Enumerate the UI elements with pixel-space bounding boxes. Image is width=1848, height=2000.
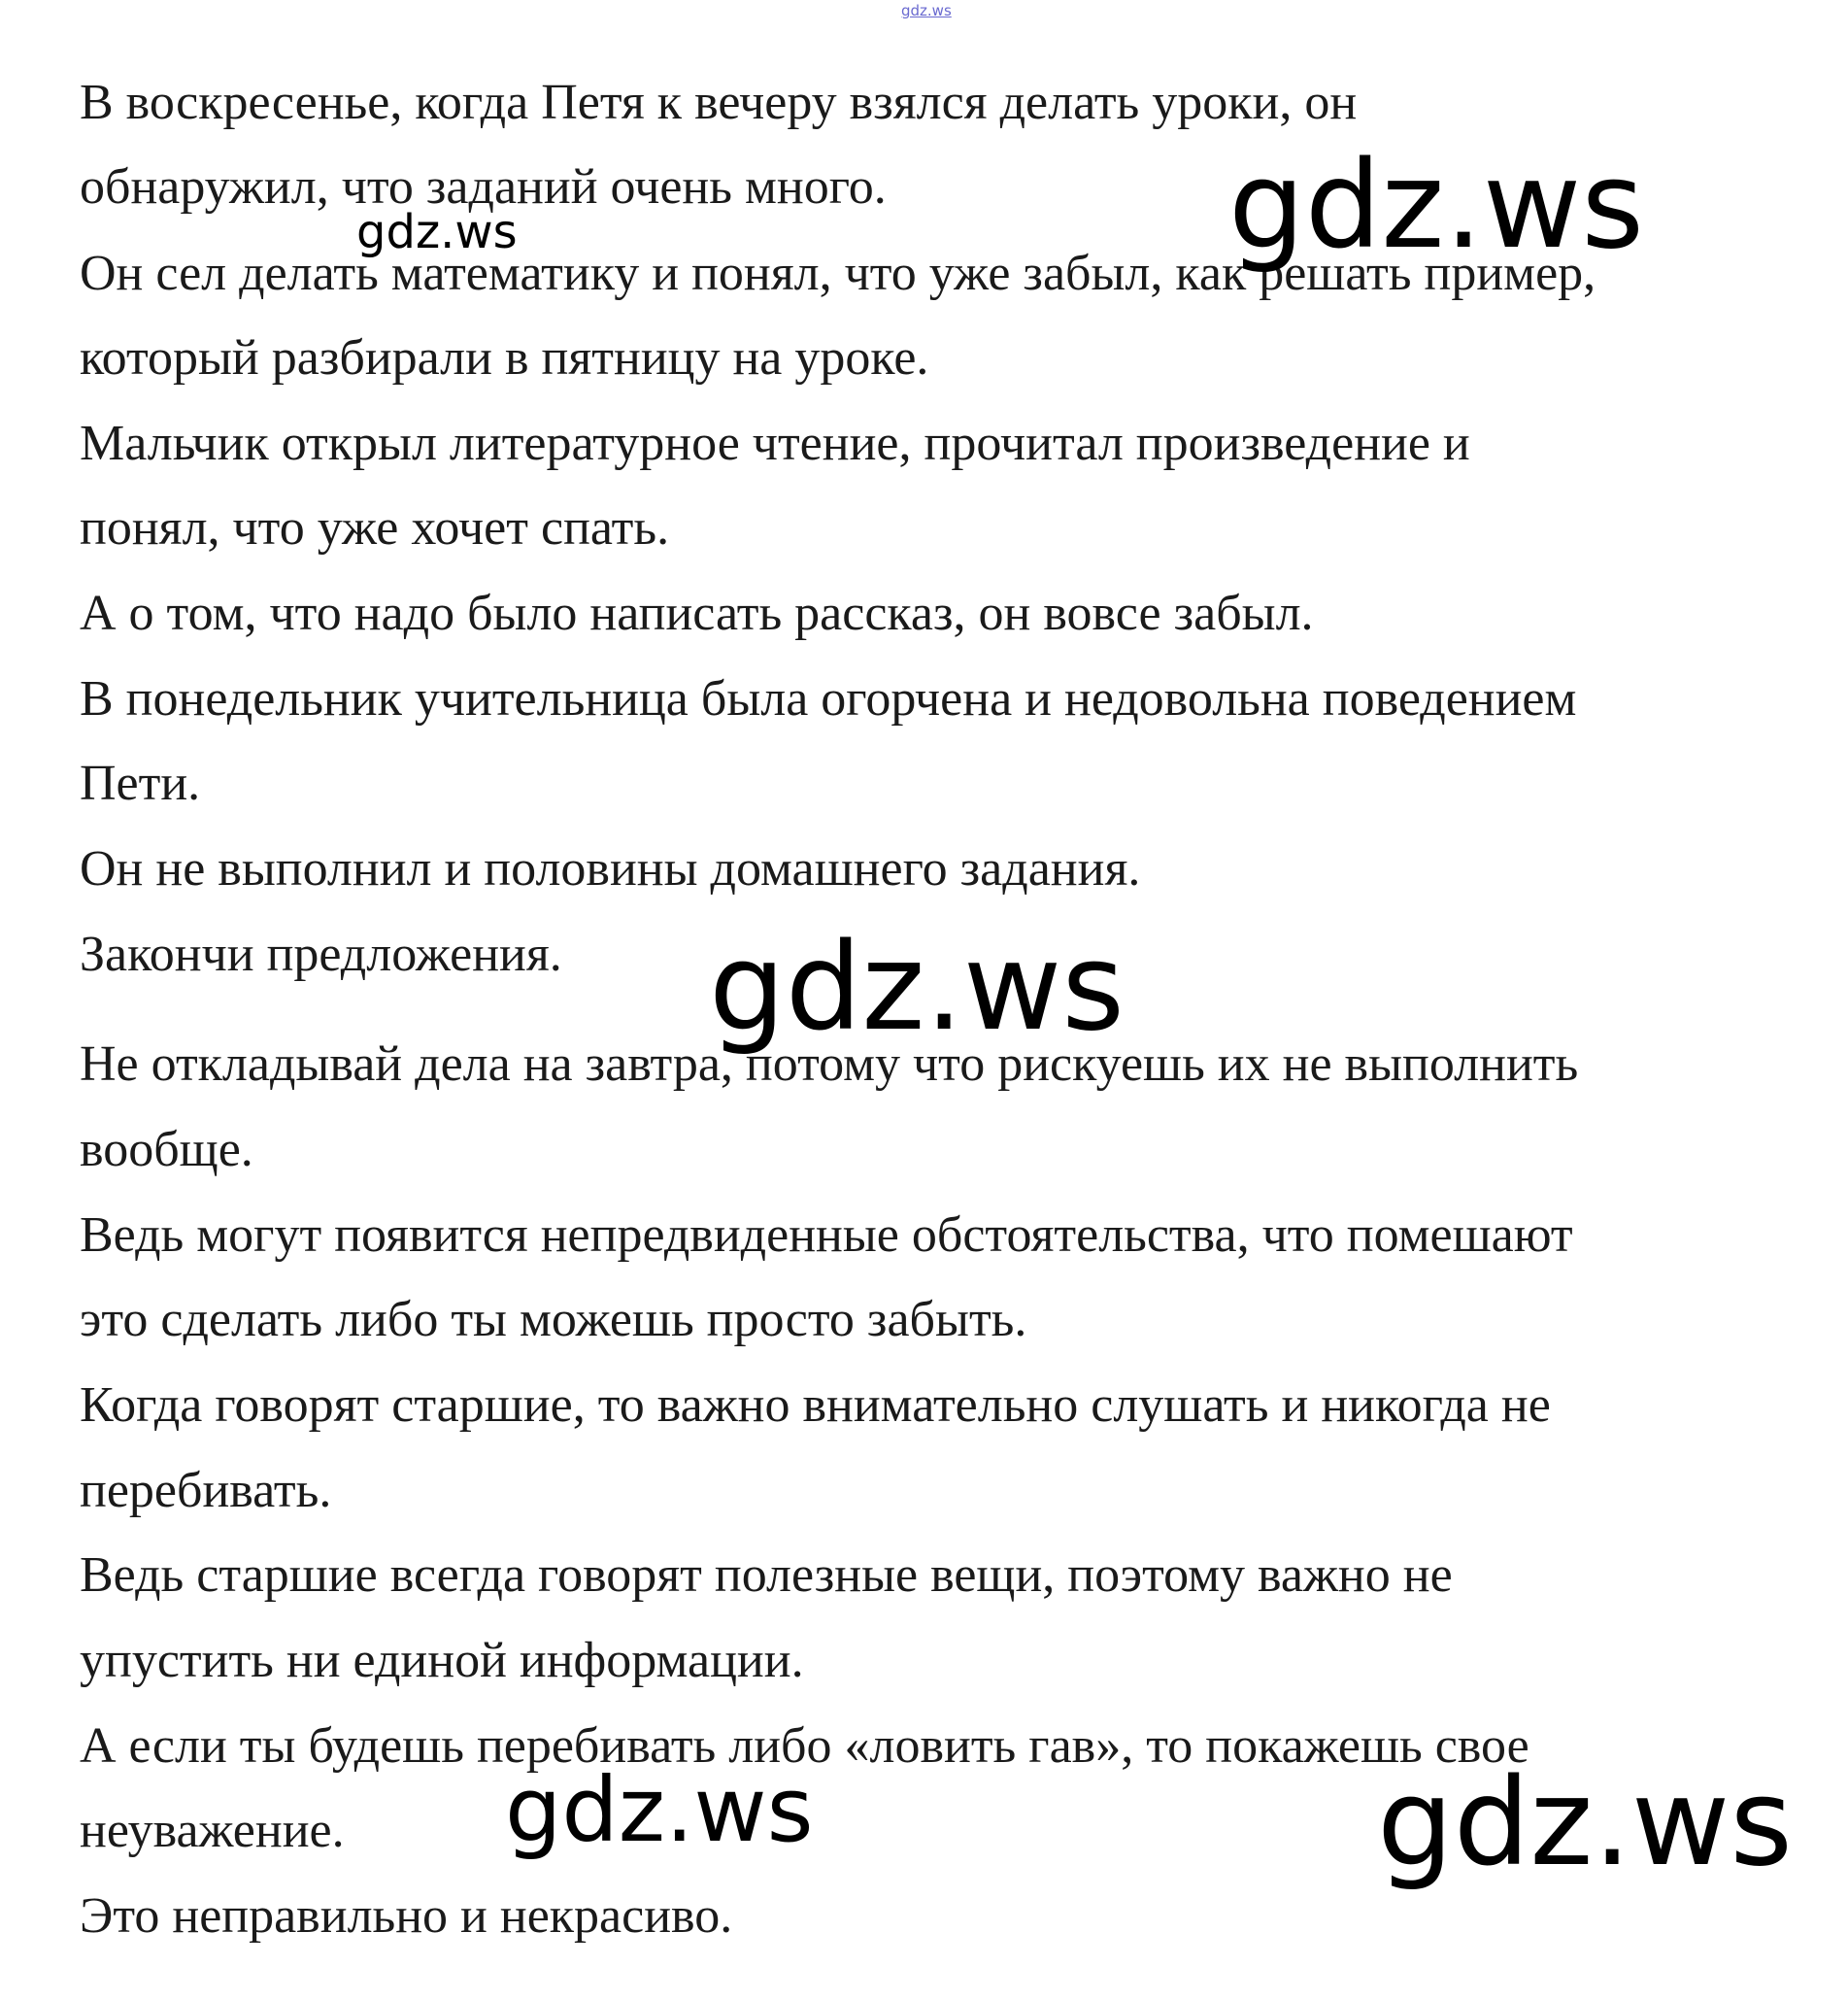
text-line: неуважение. — [80, 1803, 345, 1858]
watermark-top: gdz.ws — [901, 2, 952, 19]
text-line: В понедельник учительница была огорчена и недовольна поведением — [80, 671, 1577, 727]
text-line: Он не выполнил и половины домашнего задания. — [80, 841, 1141, 897]
text-line: Мальчик открыл литературное чтение, прочитал произведение и — [80, 416, 1470, 471]
text-line: обнаружил, что заданий очень много. — [80, 159, 887, 215]
text-line: А о том, что надо было написать рассказ, он вовсе забыл. — [80, 586, 1314, 641]
watermark-lower-right: gdz.ws — [1377, 1753, 1793, 1893]
watermark-upper-small: gdz.ws — [356, 205, 518, 259]
watermark-lower-left: gdz.ws — [505, 1758, 814, 1862]
text-line: Когда говорят старшие, то важно внимательно слушать и никогда не — [80, 1377, 1551, 1433]
text-line: упустить ни единой информации. — [80, 1633, 804, 1688]
text-line: А если ты будешь перебивать либо «ловить гав», то покажешь свое — [80, 1718, 1529, 1774]
text-line: Ведь старшие всегда говорят полезные вещи, поэтому важно не — [80, 1547, 1453, 1603]
watermark-center: gdz.ws — [709, 918, 1125, 1058]
text-line: который разбирали в пятницу на уроке. — [80, 330, 929, 386]
text-line: перебивать. — [80, 1463, 332, 1518]
text-line: Ведь могут появится непредвиденные обстоятельства, что помешают — [80, 1207, 1573, 1263]
text-line: Не откладывай дела на завтра, потому что рискуешь их не выполнить — [80, 1036, 1579, 1092]
text-line: понял, что уже хочет спать. — [80, 500, 670, 556]
watermark-upper-right: gdz.ws — [1228, 136, 1644, 276]
text-line: это сделать либо ты можешь просто забыть. — [80, 1292, 1027, 1347]
text-line: Он сел делать математику и понял, что уже забыл, как решать пример, — [80, 246, 1596, 301]
text-line: Это неправильно и некрасиво. — [80, 1888, 733, 1944]
text-line: Закончи предложения. — [80, 927, 562, 982]
text-line: В воскресенье, когда Петя к вечеру взялся делать уроки, он — [80, 75, 1358, 130]
text-line: Пети. — [80, 756, 201, 811]
text-line: вообще. — [80, 1122, 253, 1177]
